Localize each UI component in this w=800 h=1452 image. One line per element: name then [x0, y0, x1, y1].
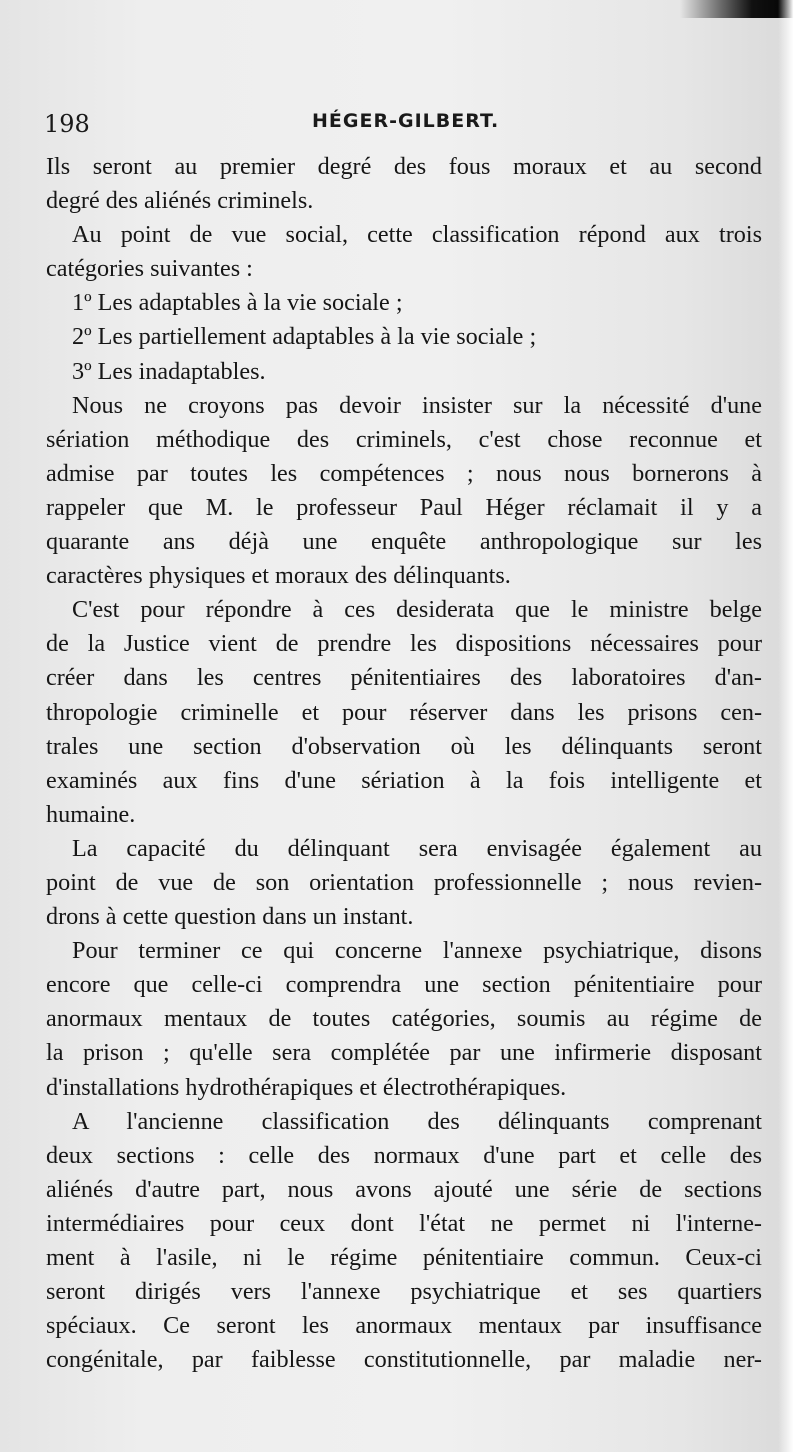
body-text [46, 150, 762, 1377]
text-line: créer dans les centres pénitentiaires des laboratoires d'an- [46, 664, 762, 692]
page-number: 198 [44, 110, 90, 138]
text-line: La capacité du délinquant sera envisagée également au [72, 834, 762, 862]
text-line: congénitale, par faiblesse constitutionnelle, par maladie ner- [46, 1346, 762, 1374]
text-line: spéciaux. Ce seront les anormaux mentaux par insuffisance [46, 1312, 762, 1340]
text-line: aliénés d'autre part, nous avons ajouté une série de sections [46, 1175, 762, 1203]
text-line: humaine. [46, 800, 136, 828]
text-line: rappeler que M. le professeur Paul Héger réclamait il y a [46, 493, 762, 521]
text-line: intermédiaires pour ceux dont l'état ne permet ni l'interne- [46, 1209, 762, 1237]
text-line: d'installations hydrothérapiques et électrothérapiques. [46, 1073, 567, 1101]
text-line: C'est pour répondre à ces desiderata que le ministre belge [72, 596, 762, 624]
text-line: point de vue de son orientation professionnelle ; nous revien- [46, 868, 762, 896]
text-line: admise par toutes les compétences ; nous nous bornerons à [46, 459, 762, 487]
text-line: anormaux mentaux de toutes catégories, soumis au régime de [46, 1005, 762, 1033]
running-head: HÉGER-GILBERT. [312, 110, 500, 132]
text-line: degré des aliénés criminels. [46, 187, 314, 215]
text-line: thropologie criminelle et pour réserver dans les prisons cen- [46, 698, 762, 726]
text-line: Nous ne croyons pas devoir insister sur la nécessité d'une [72, 391, 762, 419]
text-line: sériation méthodique des criminels, c'est chose reconnue et [46, 425, 762, 453]
text-line: la prison ; qu'elle sera complétée par une infirmerie disposant [46, 1039, 762, 1067]
page-edge [778, 0, 800, 1452]
text-line: Pour terminer ce qui concerne l'annexe psychiatrique, disons [72, 937, 762, 965]
text-line: examinés aux fins d'une sériation à la fois intelligente et [46, 766, 762, 794]
text-line: A l'ancienne classification des délinquants comprenant [72, 1107, 762, 1135]
text-line: Au point de vue social, cette classification répond aux trois [72, 221, 762, 249]
text-line: trales une section d'observation où les délinquants seront [46, 732, 762, 760]
text-line: catégories suivantes : [46, 255, 253, 283]
text-line: seront dirigés vers l'annexe psychiatrique et ses quartiers [46, 1278, 762, 1306]
text-line: 2º Les partiellement adaptables à la vie sociale ; [72, 323, 537, 351]
text-line: ment à l'asile, ni le régime pénitentiaire commun. Ceux-ci [46, 1244, 762, 1271]
text-line: encore que celle-ci comprendra une section pénitentiaire pour [46, 971, 762, 999]
text-line: drons à cette question dans un instant. [46, 903, 414, 931]
text-line: 3º Les inadaptables. [72, 357, 266, 385]
text-line: quarante ans déjà une enquête anthropologique sur les [46, 528, 762, 556]
page-header [44, 104, 764, 140]
text-line: caractères physiques et moraux des délinquants. [46, 562, 511, 590]
text-line: de la Justice vient de prendre les dispositions nécessaires pour [46, 630, 762, 658]
text-line: deux sections : celle des normaux d'une part et celle des [46, 1141, 762, 1169]
text-line: 1º Les adaptables à la vie sociale ; [72, 289, 403, 317]
text-line: Ils seront au premier degré des fous moraux et au second [46, 153, 762, 180]
